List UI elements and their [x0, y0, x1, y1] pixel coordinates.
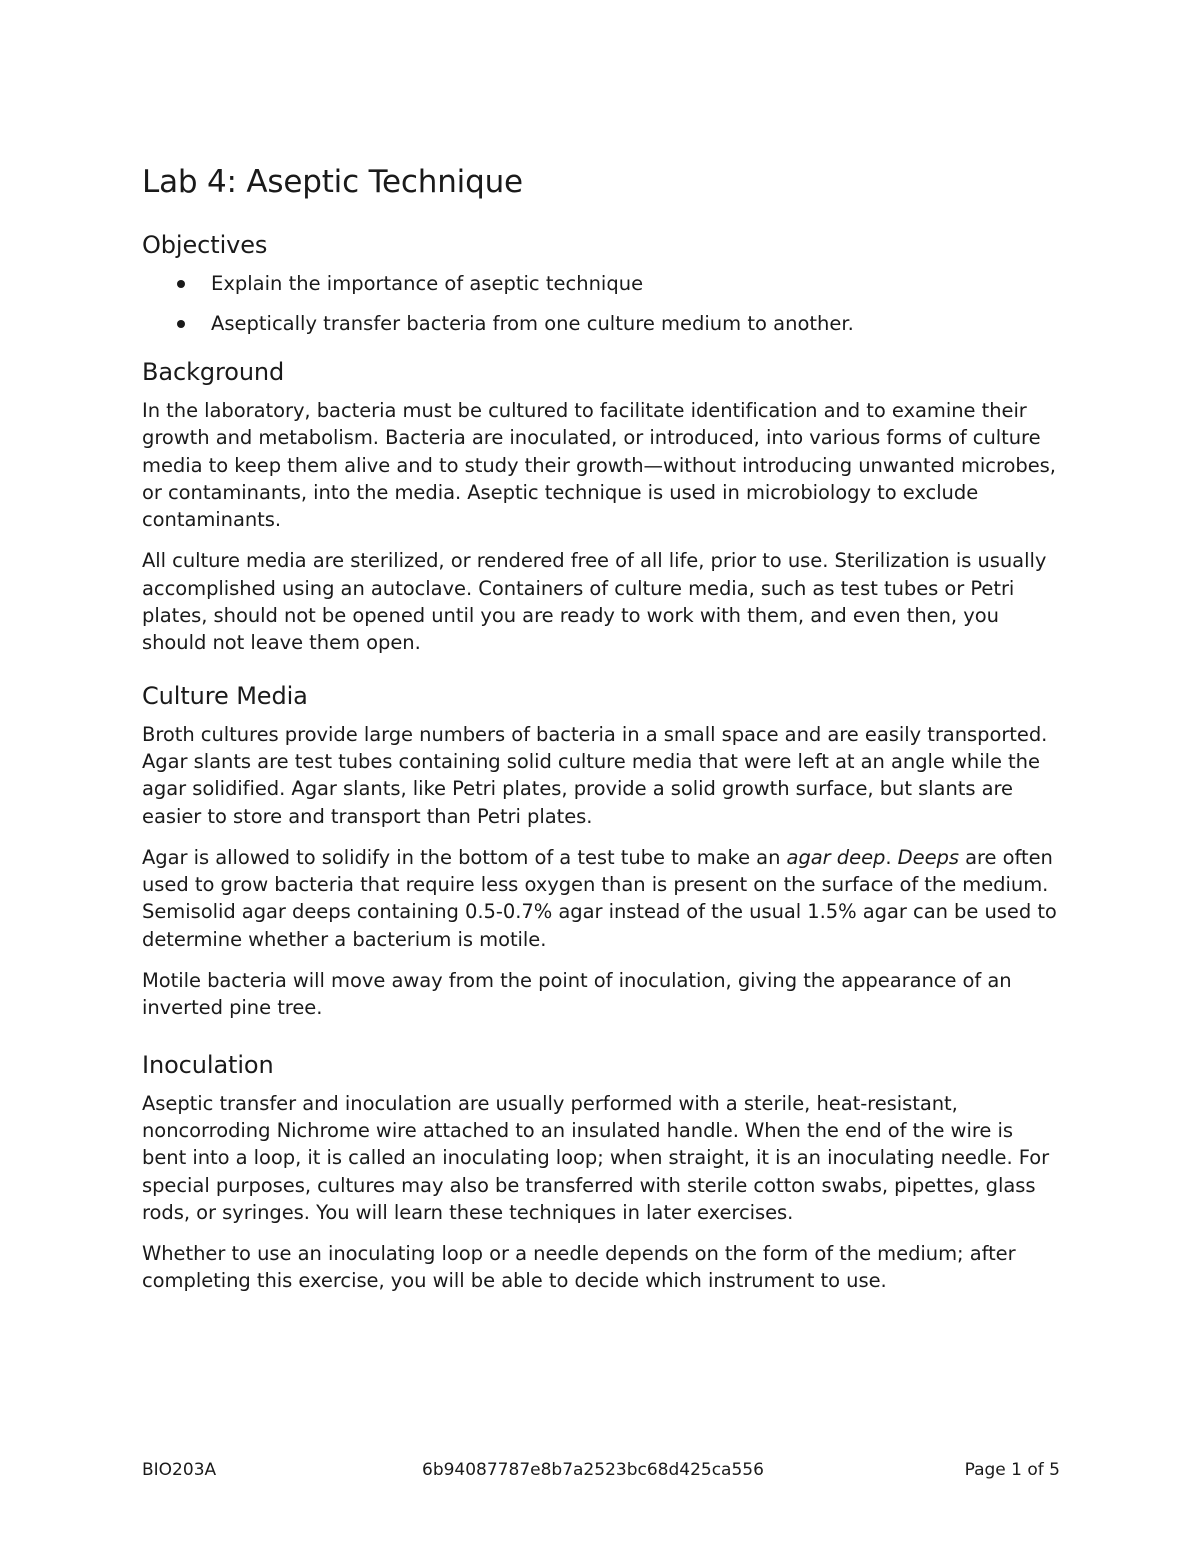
- paragraph-text: are often used to grow bacteria that require less oxygen than is present on the surface of the medium. Semisolid agar deeps containing 0.5-0.7% agar instead of the usual 1.5% agar can be used to determine whether a bacterium is motile.: [142, 845, 1057, 951]
- paragraph: Whether to use an inoculating loop or a needle depends on the form of the medium; after completing this exercise, you will be able to decide which instrument to use.: [142, 1242, 1016, 1293]
- background-heading: Background: [142, 358, 285, 386]
- inoculation-section: [142, 1048, 1062, 1295]
- page-title: Lab 4: Aseptic Technique: [142, 164, 523, 200]
- list-item-text: Explain the importance of aseptic technique: [211, 272, 644, 295]
- emphasis-term: agar deep: [786, 845, 886, 869]
- culture-media-section: [142, 679, 1062, 1022]
- footer-course-code: BIO203A: [142, 1460, 217, 1480]
- bullet-icon: [177, 320, 185, 328]
- document-body: [142, 160, 1062, 1309]
- footer-document-hash: 6b94087787e8b7a2523bc68d425ca556: [422, 1460, 764, 1480]
- bullet-icon: [177, 280, 185, 288]
- list-item: [142, 270, 1062, 297]
- emphasis-term: Deeps: [897, 845, 959, 869]
- paragraph: Aseptic transfer and inoculation are usually performed with a sterile, heat-resistant, noncorroding Nichrome wire attached to an insulated handle. When the end of the wire is bent into a loop, it is called an inoculating loop; when straight, it is an inoculating needle. For special purposes, cultures may also be transferred with sterile cotton swabs, pipettes, glass rods, or syringes. You will learn these techniques in later exercises.: [142, 1091, 1050, 1224]
- footer-page-number: Page 1 of 5: [964, 1460, 1060, 1480]
- objectives-section: [142, 228, 1062, 337]
- page-footer: [142, 1460, 1060, 1486]
- background-section: [142, 355, 1062, 657]
- paragraph: Broth cultures provide large numbers of bacteria in a small space and are easily transported. Agar slants are test tubes containing solid culture media that were left at an angle while the agar solidified. Agar slants, like Petri plates, provide a solid growth surface, but slants are easier to store and transport than Petri plates.: [142, 722, 1048, 828]
- culture-media-heading: Culture Media: [142, 681, 308, 710]
- paragraph: All culture media are sterilized, or rendered free of all life, prior to use. Sterilization is usually accomplished using an autoclave. Containers of culture media, such as test tubes or Petri plates, should not be opened until you are ready to work with them, and even then, you should not leave them open.: [142, 549, 1047, 655]
- list-item-text: Aseptically transfer bacteria from one culture medium to another.: [211, 312, 854, 335]
- objectives-list: [142, 270, 1062, 337]
- paragraph-text: .: [885, 845, 898, 869]
- paragraph-text: Agar is allowed to solidify in the bottom of a test tube to make an: [142, 845, 787, 869]
- paragraph: [142, 844, 1062, 953]
- inoculation-heading: Inoculation: [142, 1050, 274, 1079]
- list-item: [142, 310, 1062, 337]
- objectives-heading: Objectives: [142, 231, 268, 259]
- paragraph: In the laboratory, bacteria must be cultured to facilitate identification and to examine their growth and metabolism. Bacteria are inoculated, or introduced, into various forms of culture media to keep them alive and to study their growth—without introducing unwanted microbes, or contaminants, into the media. Aseptic technique is used in microbiology to exclude contaminants.: [142, 399, 1056, 532]
- paragraph: Motile bacteria will move away from the point of inoculation, giving the appearance of an inverted pine tree.: [142, 969, 1012, 1020]
